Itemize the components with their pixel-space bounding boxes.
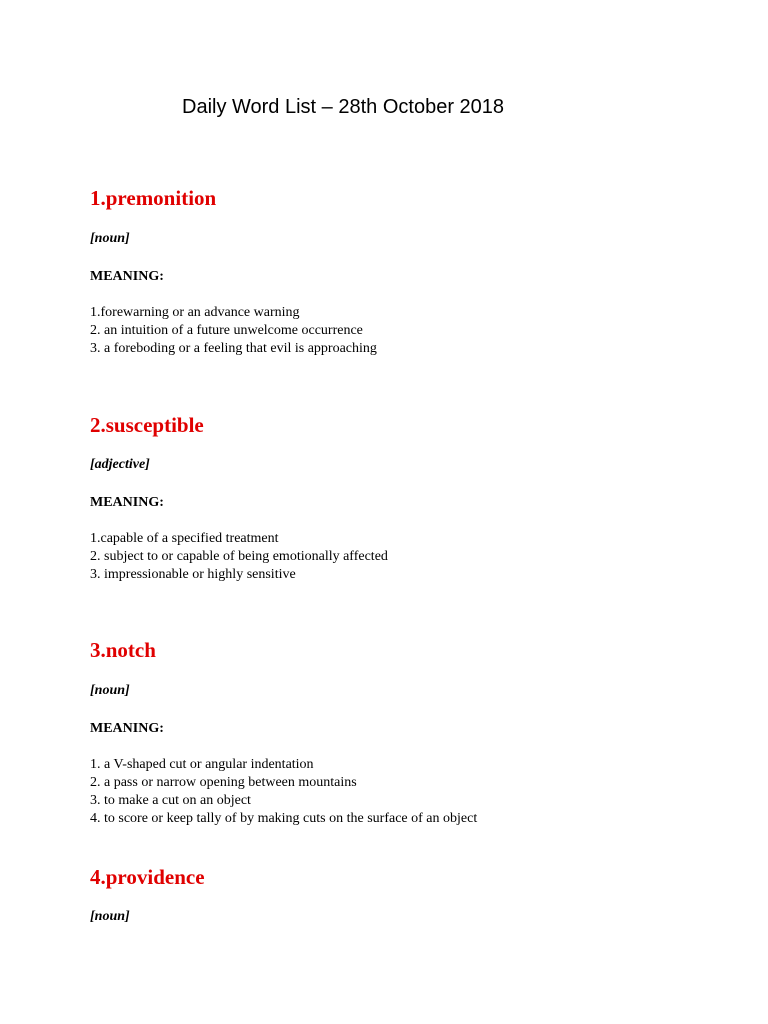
meaning-label: MEANING: — [90, 721, 164, 736]
definition-item: 3. to make a cut on an object — [90, 793, 251, 808]
meaning-label: MEANING: — [90, 269, 164, 284]
part-of-speech: [noun] — [90, 231, 130, 246]
definition-item: 3. a foreboding or a feeling that evil is approaching — [90, 341, 377, 356]
part-of-speech: [adjective] — [90, 457, 150, 472]
definition-item: 2. an intuition of a future unwelcome occurrence — [90, 323, 363, 338]
definition-list — [90, 756, 477, 828]
definition-item: 2. subject to or capable of being emotionally affected — [90, 549, 388, 564]
part-of-speech: [noun] — [90, 909, 130, 924]
definition-list — [90, 304, 377, 358]
word-heading-susceptible: 2.susceptible — [90, 413, 204, 437]
definition-item: 2. a pass or narrow opening between mountains — [90, 775, 357, 790]
definition-list — [90, 530, 388, 584]
document-title: Daily Word List – 28th October 2018 — [182, 96, 505, 118]
word-heading-providence: 4.providence — [90, 865, 205, 889]
word-heading-premonition: 1.premonition — [90, 186, 217, 210]
meaning-label: MEANING: — [90, 495, 164, 510]
definition-item: 3. impressionable or highly sensitive — [90, 567, 296, 582]
definition-item: 1.forewarning or an advance warning — [90, 305, 300, 320]
word-heading-notch: 3.notch — [90, 638, 156, 662]
part-of-speech: [noun] — [90, 683, 130, 698]
definition-item: 4. to score or keep tally of by making cuts on the surface of an object — [90, 811, 478, 826]
definition-item: 1.capable of a specified treatment — [90, 531, 279, 546]
definition-item: 1. a V-shaped cut or angular indentation — [90, 757, 314, 772]
